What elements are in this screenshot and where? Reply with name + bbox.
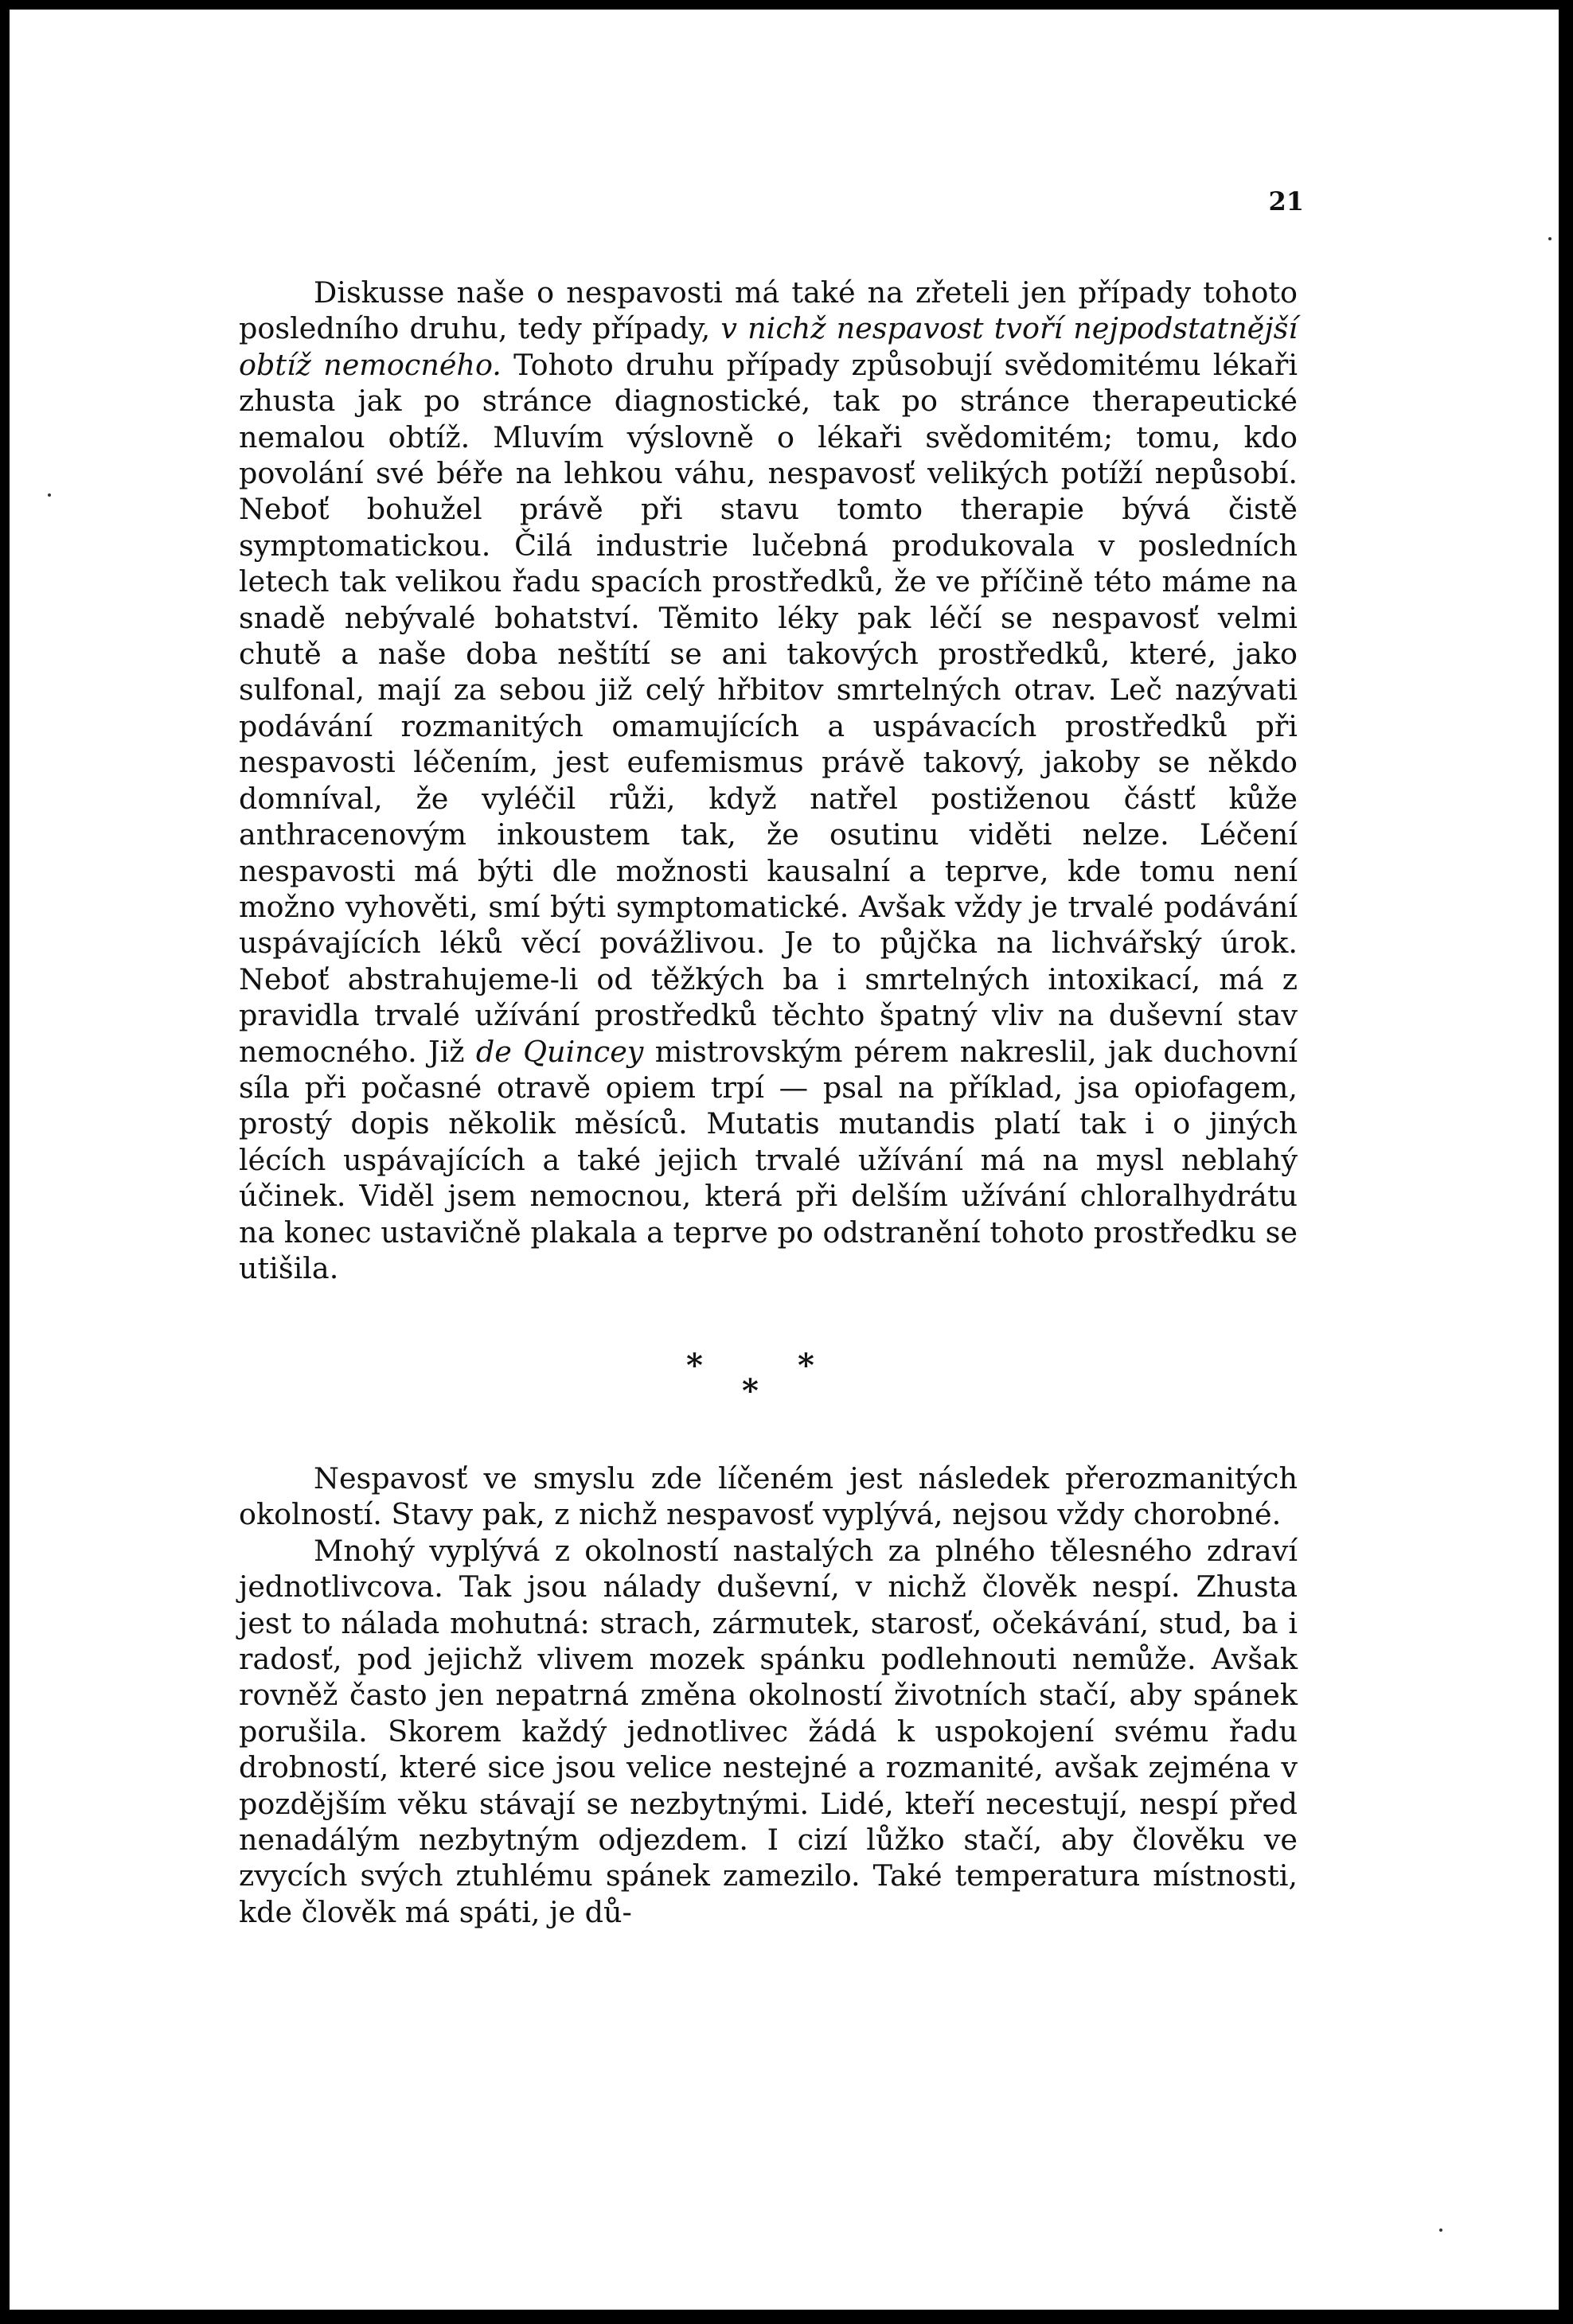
text-run: mistrovským pérem nakreslil, jak duchovní síla při počasné otravě opiem trpí — psal na příklad, jsa opiofagem, prostý dopis několik měsíců. Mutatis mutandis platí tak i o jiných lécích uspávajících a také jejich trvalé užívání má na mysl neblahý účinek. Viděl jsem nemocnou, která při delším užívání chloralhydrátu na konec ustavičně plakala a teprve po odstranění tohoto prostředku se utišila. <box>239 1034 1298 1285</box>
asterisk-ornament: * <box>686 1347 703 1384</box>
scan-speck <box>1439 2228 1442 2232</box>
asterisk-ornament: * <box>742 1372 759 1410</box>
page-number: 21 <box>1268 186 1304 216</box>
paragraph <box>239 275 1298 1286</box>
book-page <box>10 10 1559 2310</box>
emphasized-name: de Quincey <box>475 1034 644 1069</box>
text-block-1 <box>239 275 1298 1286</box>
text-block-2 <box>239 1460 1298 1930</box>
scan-speck <box>48 493 51 497</box>
scan-speck <box>1548 237 1552 240</box>
text-run: Tohoto druhu případy způsobují svědomitému lékaři zhusta jak po stránce diagnostické, tak po stránce therapeutické nemalou obtíž. Mluvím výslovně o lékaři svědomitém; tomu, kdo povolání své béře na lehkou váhu, nespavosť velikých potíží nepůsobí. Neboť bohužel právě při stavu tomto therapie bývá čistě symptomatickou. Čilá industrie lučebná produkovala v posledních letech tak velikou řadu spacích prostředků, že ve příčině této máme na snadě nebývalé bohatství. Těmito léky pak léčí se nespavosť velmi chutě a naše doba neštítí se ani takových prostředků, které, jako sulfonal, mají za sebou již celý hřbitov smrtelných otrav. Leč nazývati podávání rozmanitých omamujících a uspávacích prostředků při nespavosti léčením, jest eufemismus právě takový, jakoby se někdo domníval, že vyléčil růži, když natřel postiženou částť kůže anthracenovým inkoustem tak, že osutinu viděti nelze. Léčení nespavosti má býti dle možnosti kausalní a teprve, kde tomu není možno vyhověti, smí býti symptomatické. Avšak vždy je trvalé podávání uspávajících léků věcí povážlivou. Je to půjčka na lichvářský úrok. Neboť abstrahujeme-li od těžkých ba i smrtelných intoxikací, má z pravidla trvalé užívání prostředků těchto špatný vliv na duševní stav nemocného. Již <box>239 347 1298 1069</box>
text-run: Diskusse naše o nespavosti má také na zřeteli jen případy tohoto posledního druhu, tedy případy, <box>239 275 1298 346</box>
paragraph: Mnohý vyplývá z okolností nastalých za plného tělesného zdraví jednotlivcova. Tak jsou nálady duševní, v nichž člověk nespí. Zhusta jest to nálada mohutná: strach, zármutek, starosť, očekávání, stud, ba i radosť, pod jejichž vlivem mozek spánku podlehnouti nemůže. Avšak rovněž často jen nepatrná změna okolností životních stačí, aby spánek porušila. Skorem každý jednotlivec žádá k uspokojení svému řadu drobností, které sice jsou velice nestejné a rozmanité, avšak zejména v pozdějším věku stávají se nezbytnými. Lidé, kteří necestují, nespí před nenadálým nezbytným odjezdem. I cizí lůžko stačí, aby člověku ve zvycích svých ztuhlému spánek zamezilo. Také temperatura místnosti, kde člověk má spáti, je dů- <box>239 1533 1298 1929</box>
asterisk-ornament: * <box>798 1347 814 1384</box>
section-separator <box>662 1347 853 1410</box>
paragraph: Nespavosť ve smyslu zde líčeném jest následek přerozmanitých okolností. Stavy pak, z nichž nespavosť vyplývá, nejsou vždy chorobné. <box>239 1461 1298 1532</box>
emphasized-text: v nichž nespavost tvoří nejpodstatnější obtíž nemocného. <box>239 311 1298 382</box>
